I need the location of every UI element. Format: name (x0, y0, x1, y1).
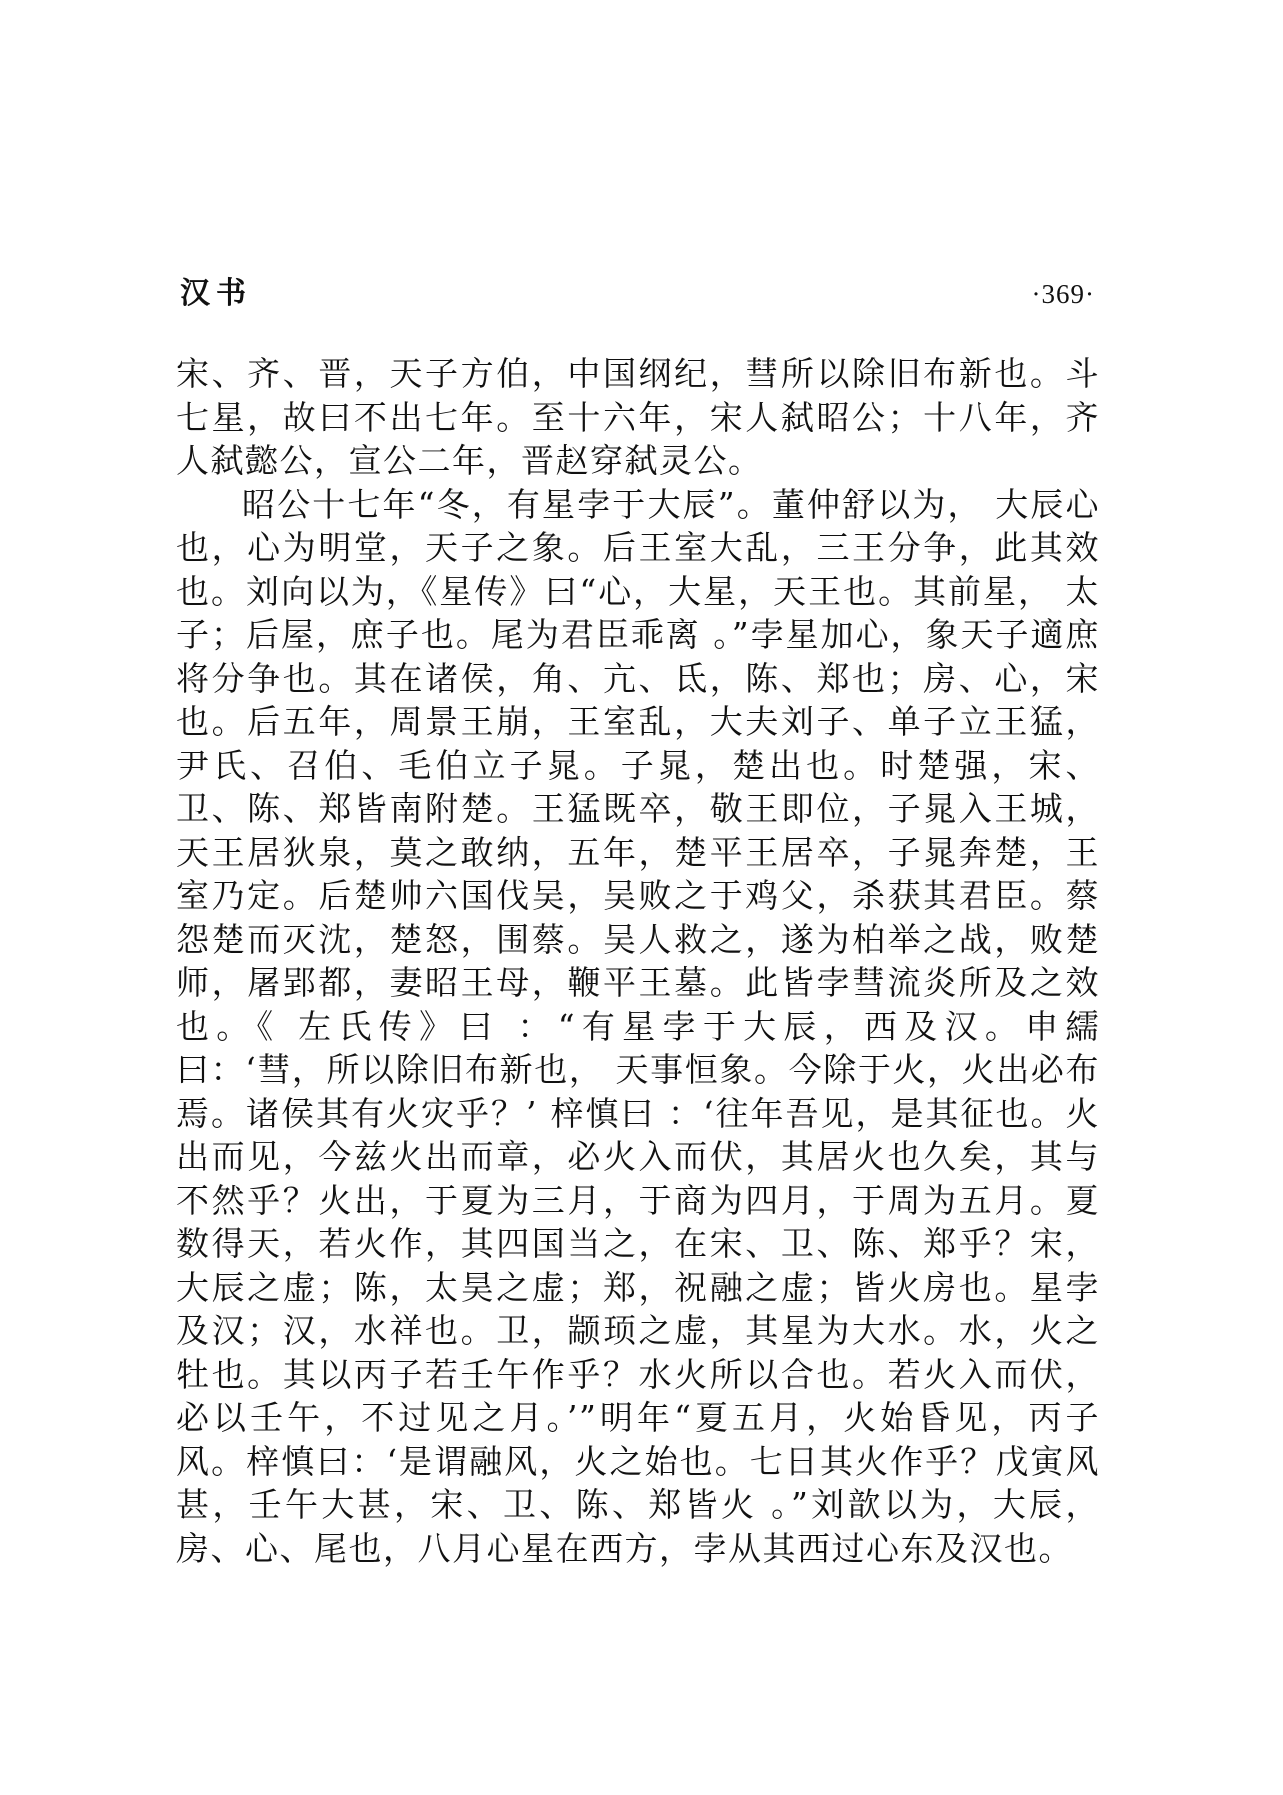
paragraph-continuation: 宋、齐、晋，天子方伯，中国纲纪，彗所以除旧布新也。斗七星，故曰不出七年。至十六年，宋人弑昭公；十八年，齐人弑懿公，宣公二年，晋赵穿弑灵公。 (176, 354, 1100, 480)
text-body (176, 352, 1100, 1570)
paragraph-zhaogong-17th-year: 昭公十七年“冬，有星孛于大辰”。董仲舒以为， 大辰心也，心为明堂，天子之象。后王室大乱，三王分争，此其效也。刘向以为，《星传》曰“心，大星，天王也。其前星， 太子；后屋，庶子也。尾为君臣乖离 。”孛星加心，象天子適庶将分争也。其在诸侯，角、亢、氐，陈、郑也；房、心，宋也。后五年，周景王崩，王室乱，大夫刘子、单子立王猛，尹氏、召伯、毛伯立子晁。子晁，楚出也。时楚强，宋、卫、陈、郑皆南附楚。王猛既卒，敬王即位，子晁入王城，天王居狄泉，莫之敢纳，五年，楚平王居卒，子晁奔楚，王室乃定。后楚帅六国伐吴，吴败之于鸡父，杀获其君臣。蔡怨楚而灭沈，楚怒，围蔡。吴人救之，遂为柏举之战，败楚师，屠郢都，妻昭王母，鞭平王墓。此皆孛彗流炎所及之效也。《 左氏传》曰 ：“有星孛于大辰，西及汉。申繻曰：‘彗，所以除旧布新也， 天事恒象。今除于火，火出必布焉。诸侯其有火灾乎？’ 梓慎曰 ：‘往年吾见，是其征也。火出而见，今兹火出而章，必火入而伏，其居火也久矣，其与不然乎？火出，于夏为三月，于商为四月，于周为五月。夏数得天，若火作，其四国当之，在宋、卫、陈、郑乎？宋，大辰之虚；陈，太昊之虚；郑，祝融之虚；皆火房也。星孛及汉；汉，水祥也。卫，颛顼之虚，其星为大水。水，火之牡也。其以丙子若壬午作乎？水火所以合也。若火入而伏，必以壬午，不过见之月。’”明年“夏五月，火始昏见，丙子风。梓慎曰：‘是谓融风，火之始也。七日其火作乎？戊寅风甚，壬午大甚，宋、卫、陈、郑皆火 。”刘歆以为，大辰，房、心、尾也，八月心星在西方，孛从其西过心东及汉也。 (176, 484, 1100, 1568)
running-header (180, 270, 1095, 318)
page-number: ·369· (1031, 279, 1095, 309)
book-title: 汉书 (180, 276, 252, 311)
